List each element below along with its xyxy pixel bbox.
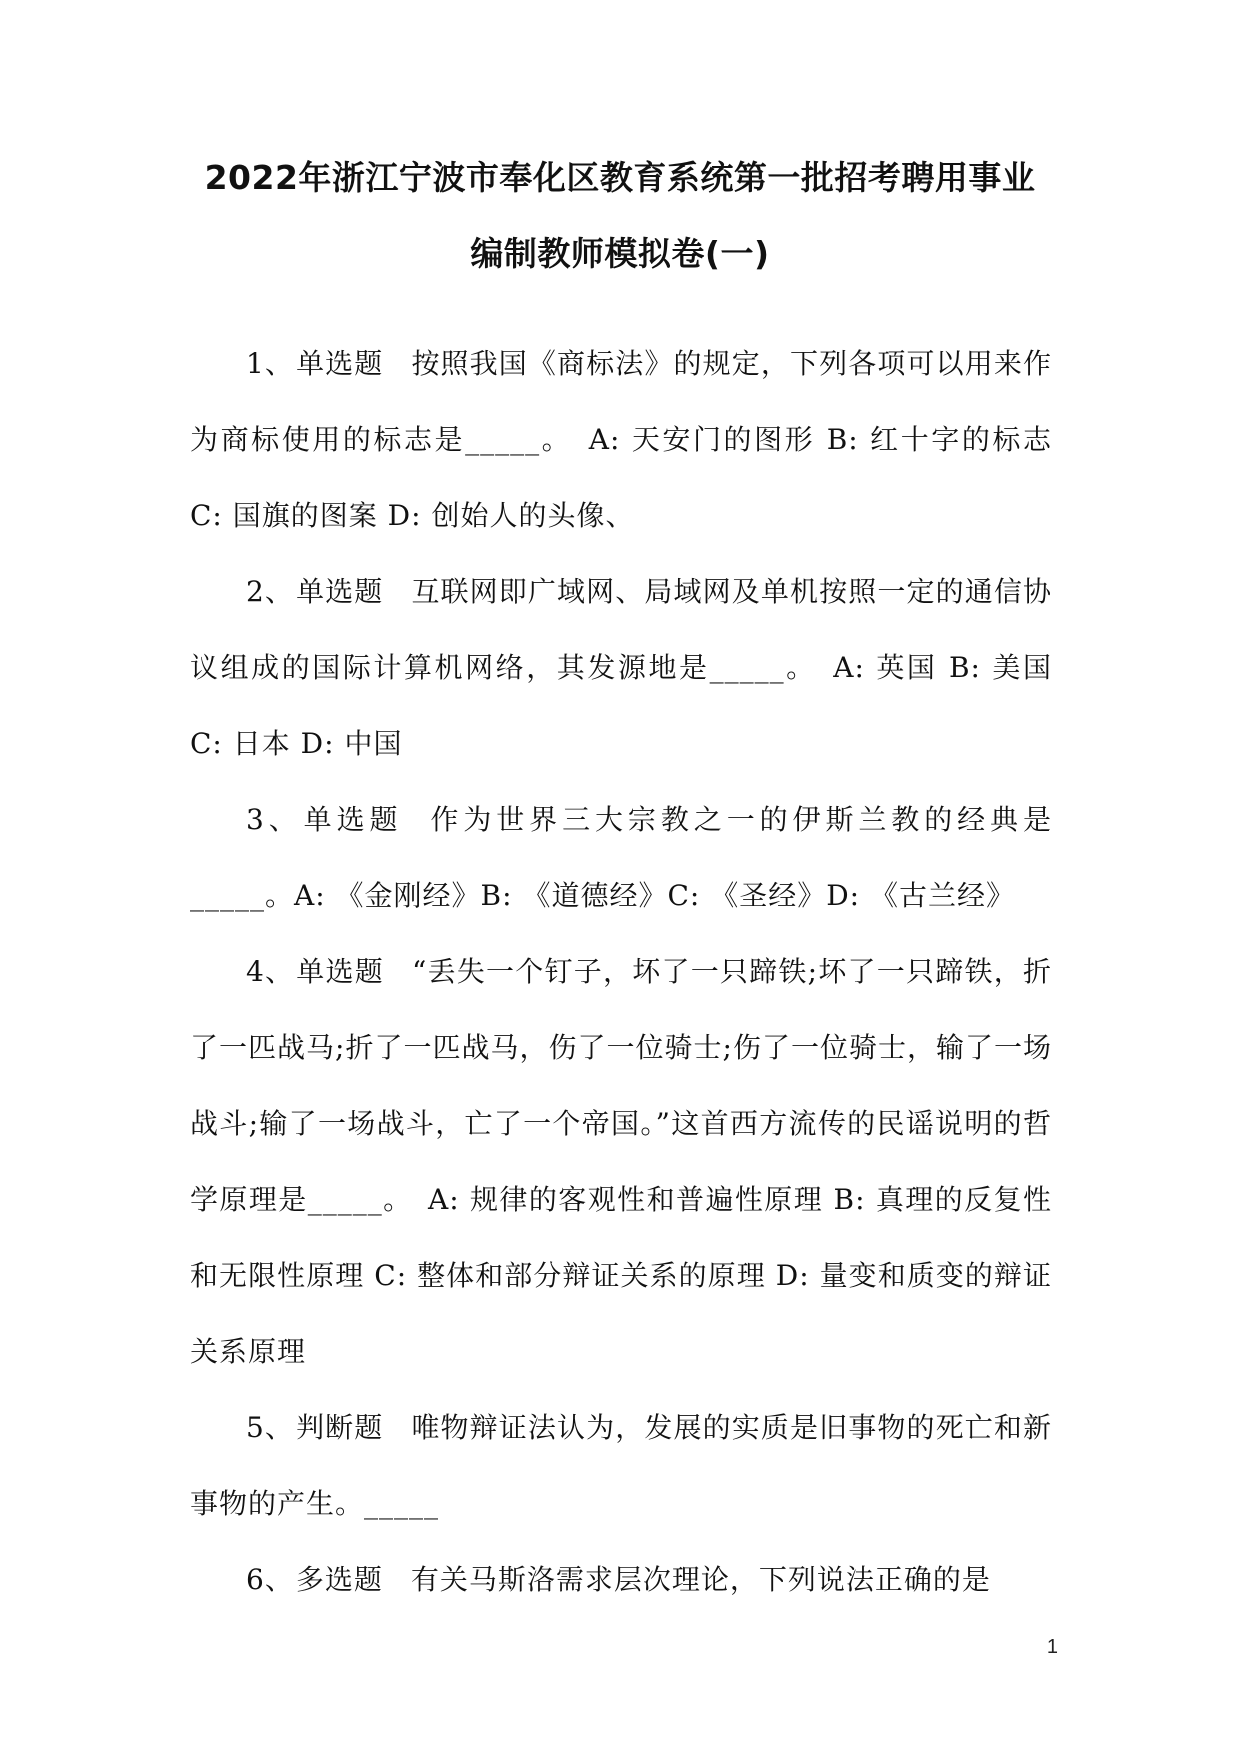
question-type: 单选题 <box>303 803 403 836</box>
question-text: 唯物辩证法认为，发展的实质是旧事物的死亡和新事物的产生。_____ <box>190 1411 1052 1520</box>
question-type: 单选题 <box>296 347 384 380</box>
question-number: 1、 <box>246 347 295 380</box>
question-text: 有关马斯洛需求层次理论，下列说法正确的是 <box>410 1563 991 1596</box>
question-number: 4、 <box>246 955 295 988</box>
question-text: 互联网即广域网、局域网及单机按照一定的通信协议组成的国际计算机网络，其发源地是_____。 A: 英国 B: 美国 C: 日本 D: 中国 <box>190 575 1052 760</box>
question-5 <box>190 1390 1052 1542</box>
question-list <box>190 326 1052 1618</box>
question-type: 单选题 <box>296 955 385 988</box>
question-number: 2、 <box>246 575 295 608</box>
question-type: 多选题 <box>295 1563 383 1596</box>
question-text: 作为世界三大宗教之一的伊斯兰教的经典是_____。A: 《金刚经》B: 《道德经》C: 《圣经》D: 《古兰经》 <box>190 803 1052 912</box>
question-number: 5、 <box>246 1411 295 1444</box>
question-text: 按照我国《商标法》的规定，下列各项可以用来作为商标使用的标志是_____。 A: 天安门的图形 B: 红十字的标志 C: 国旗的图案 D: 创始人的头像、 <box>190 347 1052 532</box>
document-title: 2022年浙江宁波市奉化区教育系统第一批招考聘用事业编制教师模拟卷(一) <box>204 158 1036 273</box>
question-1 <box>190 326 1052 554</box>
question-6 <box>190 1542 1052 1618</box>
question-type: 判断题 <box>296 1411 384 1444</box>
question-number: 3、 <box>246 803 302 836</box>
question-3 <box>190 782 1052 934</box>
page-number: 1 <box>1046 1636 1058 1658</box>
question-type: 单选题 <box>296 575 384 608</box>
question-4 <box>190 934 1052 1390</box>
question-number: 6、 <box>246 1563 294 1596</box>
question-text: “丢失一个钉子，坏了一只蹄铁;坏了一只蹄铁，折了一匹战马;折了一匹战马，伤了一位骑士;伤了一位骑士，输了一场战斗;输了一场战斗，亡了一个帝国。”这首西方流传的民谣说明的哲学原理是_____。 A: 规律的客观性和普遍性原理 B: 真理的反复性和无限性原理 C: 整体和部分辩证关系的原理 D: 量变和质变的辩证关系原理 <box>190 955 1052 1368</box>
question-2 <box>190 554 1052 782</box>
